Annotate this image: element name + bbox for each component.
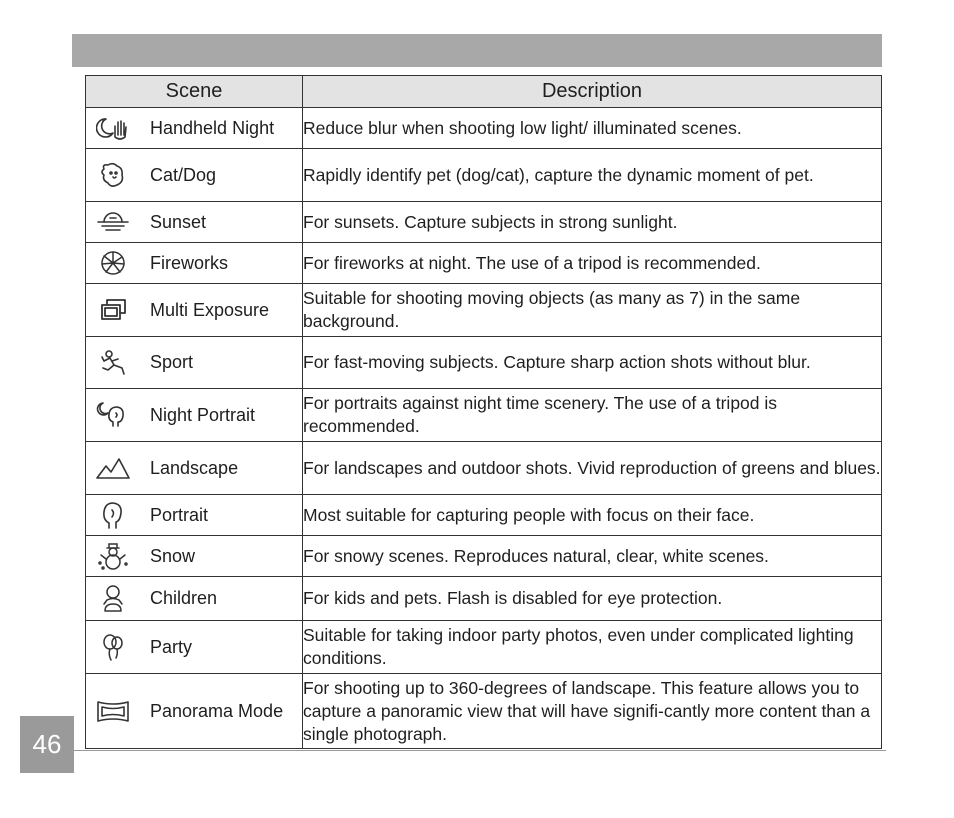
scene-description: For landscapes and outdoor shots. Vivid reproduction of greens and blues. bbox=[303, 442, 882, 495]
page-number: 46 bbox=[20, 716, 74, 773]
footer-rule bbox=[74, 750, 886, 751]
table-row bbox=[86, 577, 882, 621]
handheld-night-icon bbox=[86, 113, 140, 143]
scene-description: Reduce blur when shooting low light/ illuminated scenes. bbox=[303, 108, 882, 149]
scene-description: For sunsets. Capture subjects in strong sunlight. bbox=[303, 202, 882, 243]
table-row bbox=[86, 495, 882, 536]
scene-name: Children bbox=[150, 588, 218, 608]
scene-description: For shooting up to 360-degrees of landscape. This feature allows you to capture a panoramic view that will have signifi-cantly more content than a single photograph. bbox=[303, 674, 882, 749]
sport-icon bbox=[86, 348, 140, 378]
scene-name: Multi Exposure bbox=[150, 299, 270, 320]
children-icon bbox=[86, 584, 140, 614]
table-row bbox=[86, 621, 882, 674]
scene-description: For portraits against night time scenery. The use of a tripod is recommended. bbox=[303, 389, 882, 442]
scene-name: Handheld Night bbox=[150, 117, 275, 138]
table-row bbox=[86, 284, 882, 337]
table-row bbox=[86, 337, 882, 389]
table-row bbox=[86, 149, 882, 202]
scene-description: Most suitable for capturing people with focus on their face. bbox=[303, 495, 882, 536]
scene-name: Snow bbox=[150, 545, 196, 566]
snow-icon bbox=[86, 541, 140, 571]
scene-table bbox=[85, 75, 882, 749]
multi-exposure-icon bbox=[86, 295, 140, 325]
scene-name: Portrait bbox=[150, 504, 209, 525]
panorama-icon bbox=[86, 696, 140, 726]
scene-name: Fireworks bbox=[150, 252, 229, 273]
scene-description: For fireworks at night. The use of a tripod is recommended. bbox=[303, 243, 882, 284]
sunset-icon bbox=[86, 207, 140, 237]
fireworks-icon bbox=[86, 248, 140, 278]
table-row bbox=[86, 108, 882, 149]
scene-description: For kids and pets. Flash is disabled for eye protection. bbox=[303, 577, 882, 621]
description-column-header: Description bbox=[303, 76, 882, 108]
scene-name: Sport bbox=[150, 352, 194, 372]
portrait-icon bbox=[86, 500, 140, 530]
scene-name: Landscape bbox=[150, 457, 239, 478]
scene-description: Suitable for taking indoor party photos, even under complicated lighting conditions. bbox=[303, 621, 882, 674]
table-row bbox=[86, 536, 882, 577]
scene-description: Rapidly identify pet (dog/cat), capture the dynamic moment of pet. bbox=[303, 149, 882, 202]
night-portrait-icon bbox=[86, 400, 140, 430]
table-header-row bbox=[86, 76, 882, 108]
party-icon bbox=[86, 632, 140, 662]
scene-description: For fast-moving subjects. Capture sharp action shots without blur. bbox=[303, 337, 882, 389]
header-band bbox=[72, 34, 882, 67]
scene-name: Sunset bbox=[150, 211, 207, 232]
landscape-icon bbox=[86, 453, 140, 483]
scene-name: Panorama Mode bbox=[150, 700, 284, 721]
table-row bbox=[86, 442, 882, 495]
scene-name: Night Portrait bbox=[150, 404, 256, 425]
table-row bbox=[86, 243, 882, 284]
scene-column-header: Scene bbox=[86, 76, 303, 108]
table-row bbox=[86, 389, 882, 442]
scene-description: For snowy scenes. Reproduces natural, clear, white scenes. bbox=[303, 536, 882, 577]
cat-dog-icon bbox=[86, 160, 140, 190]
scene-name: Cat/Dog bbox=[150, 164, 217, 185]
table-row bbox=[86, 202, 882, 243]
scene-description: Suitable for shooting moving objects (as many as 7) in the same background. bbox=[303, 284, 882, 337]
scene-name: Party bbox=[150, 636, 193, 657]
table-row bbox=[86, 674, 882, 749]
